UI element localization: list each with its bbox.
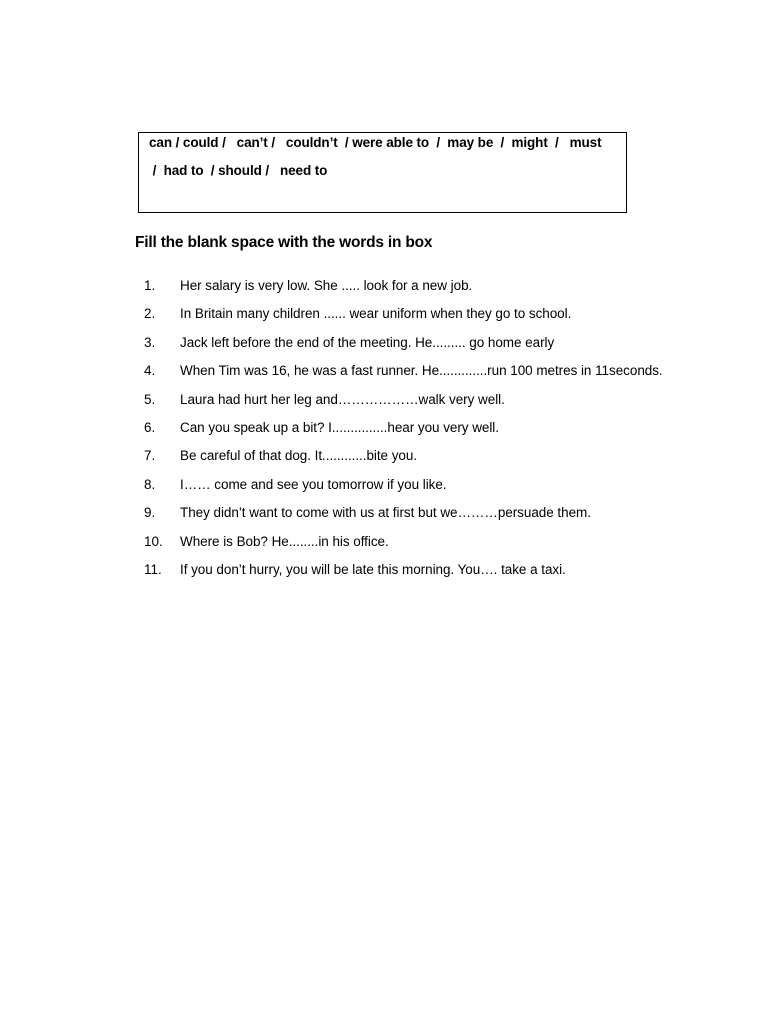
question-text: Can you speak up a bit? I...............hear you very well. bbox=[180, 419, 499, 435]
question-item bbox=[136, 446, 736, 474]
question-number: 11. bbox=[144, 561, 162, 577]
question-number: 6. bbox=[144, 419, 156, 435]
question-text: Laura had hurt her leg and………………walk very well. bbox=[180, 391, 505, 407]
question-list bbox=[136, 276, 736, 588]
question-text: If you don’t hurry, you will be late this morning. You…. take a taxi. bbox=[180, 561, 566, 577]
question-number: 10. bbox=[144, 533, 163, 549]
word-box-line-2: / had to / should / need to bbox=[149, 163, 328, 178]
question-number: 2. bbox=[144, 306, 156, 322]
question-item bbox=[136, 304, 736, 332]
question-item bbox=[136, 390, 736, 418]
question-text: Jack left before the end of the meeting. He......... go home early bbox=[180, 334, 555, 350]
question-number: 1. bbox=[144, 278, 156, 293]
question-number: 9. bbox=[144, 505, 156, 521]
question-text: Her salary is very low. She ..... look for a new job. bbox=[180, 278, 473, 293]
question-text: Be careful of that dog. It............bite you. bbox=[180, 448, 418, 464]
question-number: 4. bbox=[144, 363, 156, 379]
question-text: I…… come and see you tomorrow if you like. bbox=[180, 476, 447, 492]
question-item bbox=[136, 276, 736, 304]
question-number: 5. bbox=[144, 391, 156, 407]
question-item bbox=[136, 560, 736, 588]
question-item bbox=[136, 418, 736, 446]
question-text: In Britain many children ...... wear uniform when they go to school. bbox=[180, 306, 572, 322]
word-box-line-1: can / could / can’t / couldn’t / were able to / may be / might / must bbox=[149, 135, 602, 150]
question-item bbox=[136, 333, 736, 361]
question-text: When Tim was 16, he was a fast runner. He.............run 100 metres in 11seconds. bbox=[180, 363, 663, 379]
question-item bbox=[136, 361, 736, 389]
question-text: They didn’t want to come with us at first but we………persuade them. bbox=[180, 505, 591, 521]
question-number: 3. bbox=[144, 334, 156, 350]
question-number: 8. bbox=[144, 476, 156, 492]
word-box bbox=[138, 132, 627, 213]
question-number: 7. bbox=[144, 448, 156, 464]
question-item bbox=[136, 532, 736, 560]
question-text: Where is Bob? He........in his office. bbox=[180, 533, 389, 549]
question-item bbox=[136, 475, 736, 503]
question-item bbox=[136, 503, 736, 531]
instruction-heading: Fill the blank space with the words in box bbox=[135, 234, 433, 251]
